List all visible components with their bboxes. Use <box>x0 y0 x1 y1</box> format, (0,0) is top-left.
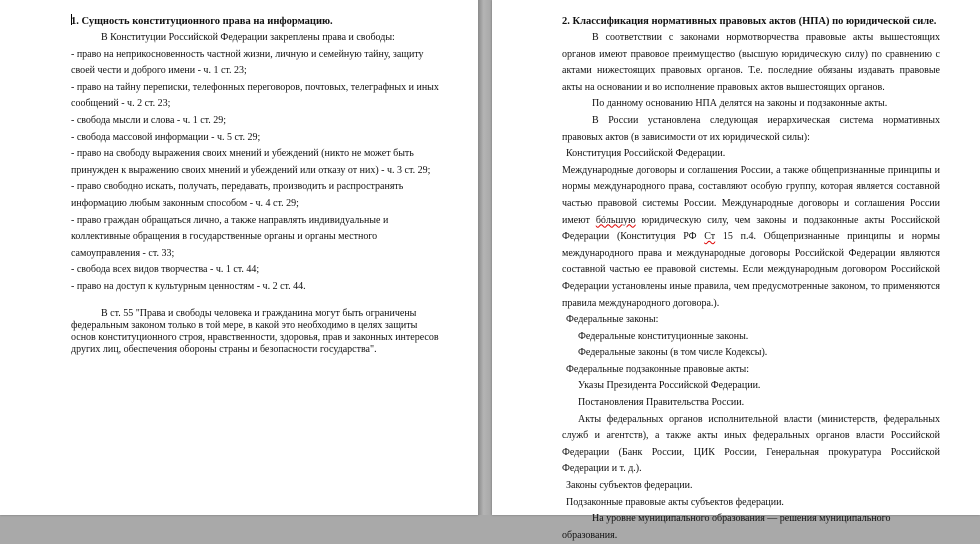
hierarchy-subitem: Постановления Правительства России. <box>578 397 745 409</box>
document-page-right <box>492 0 980 541</box>
list-item: - право на свободу выражения своих мнений и убеждений (никто не может быть принужден к выражению своих мнений и убеждений или отказу от них) - ч. 3 ст. 29; <box>71 148 431 176</box>
spellcheck-word: Ст <box>704 231 716 243</box>
list-item: - право на тайну переписки, телефонных переговоров, почтовых, телеграфных и иных сообщений - ч. 2 ст. 23; <box>71 81 439 110</box>
list-item: - право свободно искать, получать, передавать, производить и распространять информацию любым законным способом - ч. 4 ст. 29; <box>71 181 404 209</box>
hierarchy-subitem: Федеральные конституционные законы. <box>578 330 749 342</box>
paragraph-international: Международные договоры и соглашения России, а также общепризнанные принципы и нормы международного права, составляют особую группу, которая является составной частью правовой системы России. Международные договоры и соглашения России имеют бóльшую юридическую силу, чем законы и подзаконные акты Российской Федерации (Конституция РФ Ст 15 п.4. Общепризнанные принципы и нормы международного права и международные договоры Российской Федерации являются составной частью ее правовой системы. Если международным договором Российской Федерации установлены иные правила, чем предусмотренные законом, то применяются правила международного договора.). <box>562 164 941 309</box>
hierarchy-item: Федеральные подзаконные правовые акты: <box>566 363 750 375</box>
page-gutter <box>478 0 492 515</box>
list-item: - право на неприкосновенность частной жизни, личную и семейную тайну, защиту своей чести и доброго имени - ч. 1 ст. 23; <box>71 48 424 77</box>
document-page-left <box>0 0 478 515</box>
page-left-content <box>71 13 443 356</box>
list-item: - право на доступ к культурным ценностям - ч. 2 ст. 44. <box>71 280 306 292</box>
list-item: - свобода всех видов творчества - ч. 1 ст. 44; <box>71 264 260 276</box>
section-1-heading: 1. Сущность конституционного права на информацию. <box>71 16 333 27</box>
spellcheck-word: бóльшую <box>595 214 636 226</box>
intro-paragraph: В Конституции Российской Федерации закреплены права и свободы: <box>101 32 395 43</box>
hierarchy-subitem: Указы Президента Российской Федерации. <box>578 380 761 392</box>
hierarchy-item: Федеральные законы: <box>566 314 659 326</box>
list-item: - свобода массовой информации - ч. 5 ст. 29; <box>71 131 261 143</box>
hierarchy-subitem: Федеральные законы (в том числе Кодексы). <box>578 347 768 359</box>
paragraph: В России установлена следующая иерархическая система нормативных правовых актов (в зависимости от их юридической силы): <box>562 114 940 143</box>
paragraph-municipal: На уровне муниципального образования — решения муниципального образования. <box>562 513 891 541</box>
paragraph: По данному основанию НПА делятся на законы и подзаконные акты. <box>592 98 888 110</box>
hierarchy-item: Законы субъектов федерации. <box>566 480 693 492</box>
page-right-content <box>562 13 940 544</box>
article-55-quote: В ст. 55 "Права и свободы человека и гражданина могут быть ограничены федеральным законом только в той мере, в какой это необходимо в целях защиты основ конституционного строя, нравственности, здоровья, прав и законных интересов других лиц, обеспечения обороны страны и безопасности государства". <box>71 307 439 355</box>
hierarchy-item: Подзаконные правовые акты субъектов федерации. <box>566 496 784 508</box>
hierarchy-subitem: Акты федеральных органов исполнительной власти (министерств, федеральных служб и агентств), а также акты иных федеральных органов власти Российской Федерации (Банк России, ЦИК России, Генеральная прокуратура Российской Федерации и т. д.). <box>562 413 940 475</box>
list-item: - свобода мысли и слова - ч. 1 ст. 29; <box>71 114 227 126</box>
section-2-heading: 2. Классификация нормативных правовых актов (НПА) по юридической силе. <box>562 16 937 27</box>
paragraph: В соответствии с законами нормотворчества правовые акты вышестоящих органов имеют правовое преимущество (высшую юридическую силу) по сравнению с актами нижестоящих правовых органов. Т.е. последние обязаны издавать правовые акты на основании и во исполнение правовых актов вышестоящих органов. <box>562 32 940 93</box>
list-item: - право граждан обращаться лично, а также направлять индивидуальные и коллективные обращения в государственные органы и органы местного самоуправления - ст. 33; <box>71 214 389 259</box>
hierarchy-item: Конституция Российской Федерации. <box>566 148 726 160</box>
